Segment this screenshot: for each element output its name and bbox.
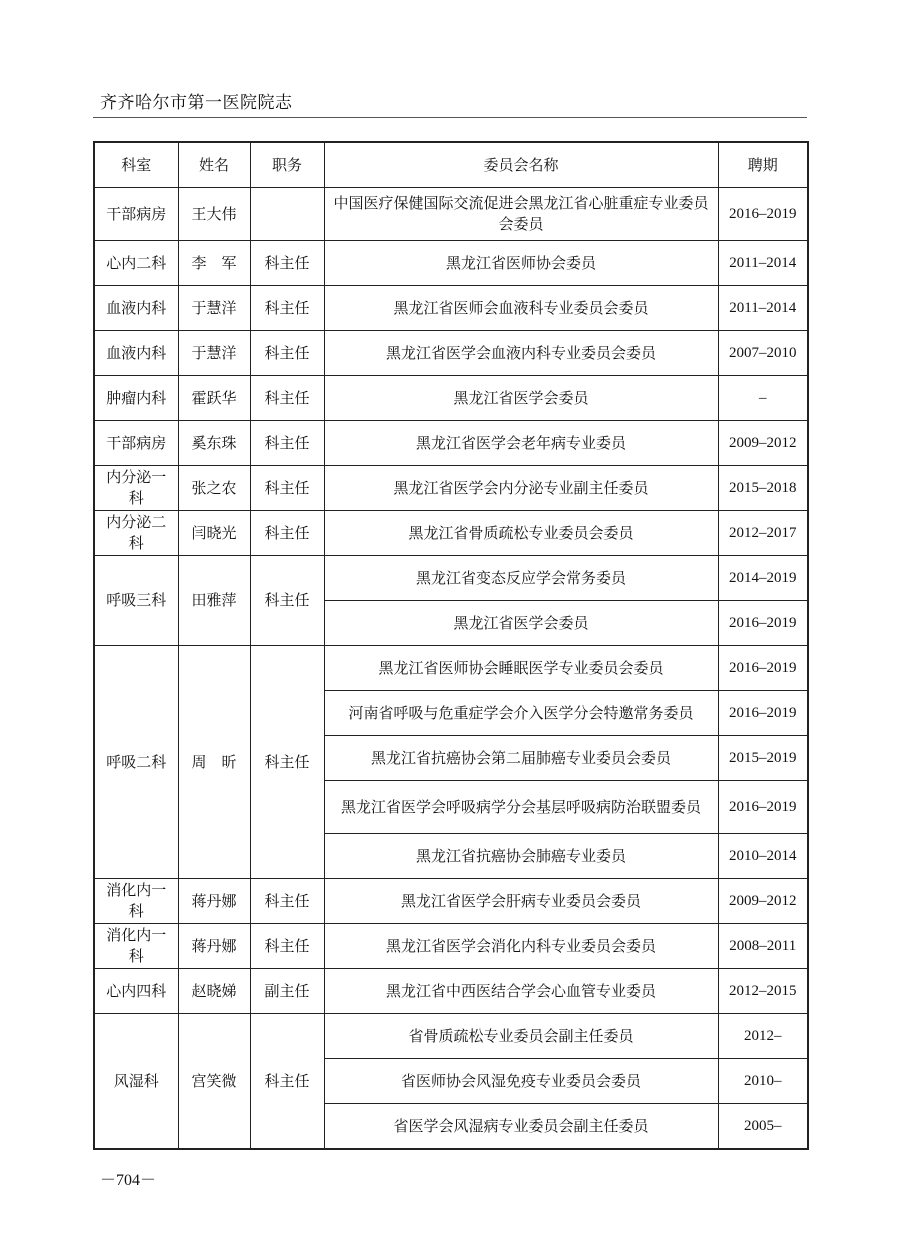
position-cell: 科主任 bbox=[250, 646, 324, 879]
department-cell: 干部病房 bbox=[94, 188, 178, 241]
name-cell: 田雅萍 bbox=[178, 556, 250, 646]
column-header: 聘期 bbox=[718, 142, 808, 188]
period-cell: – bbox=[718, 376, 808, 421]
committee-cell: 黑龙江省医学会内分泌专业副主任委员 bbox=[324, 466, 718, 511]
position-cell: 科主任 bbox=[250, 879, 324, 924]
table-row bbox=[94, 511, 808, 556]
position-cell: 科主任 bbox=[250, 421, 324, 466]
committee-cell: 黑龙江省医学会呼吸病学分会基层呼吸病防治联盟委员 bbox=[324, 781, 718, 834]
committee-table bbox=[93, 141, 809, 1150]
name-cell: 周 昕 bbox=[178, 646, 250, 879]
committee-cell: 黑龙江省医学会委员 bbox=[324, 601, 718, 646]
period-cell: 2012– bbox=[718, 1014, 808, 1059]
column-header: 职务 bbox=[250, 142, 324, 188]
name-cell: 王大伟 bbox=[178, 188, 250, 241]
committee-cell: 黑龙江省医学会肝病专业委员会委员 bbox=[324, 879, 718, 924]
name-cell: 蒋丹娜 bbox=[178, 924, 250, 969]
committee-cell: 河南省呼吸与危重症学会介入医学分会特邀常务委员 bbox=[324, 691, 718, 736]
position-cell: 科主任 bbox=[250, 924, 324, 969]
page-header-title: 齐齐哈尔市第一医院院志 bbox=[100, 93, 293, 113]
department-cell: 肿瘤内科 bbox=[94, 376, 178, 421]
position-cell: 副主任 bbox=[250, 969, 324, 1014]
period-cell: 2005– bbox=[718, 1104, 808, 1150]
column-header: 委员会名称 bbox=[324, 142, 718, 188]
period-cell: 2016–2019 bbox=[718, 691, 808, 736]
department-cell: 血液内科 bbox=[94, 331, 178, 376]
position-cell: 科主任 bbox=[250, 331, 324, 376]
table-body bbox=[94, 188, 808, 1150]
committee-cell: 黑龙江省医学会消化内科专业委员会委员 bbox=[324, 924, 718, 969]
period-cell: 2014–2019 bbox=[718, 556, 808, 601]
committee-cell: 黑龙江省医学会血液内科专业委员会委员 bbox=[324, 331, 718, 376]
committee-cell: 省骨质疏松专业委员会副主任委员 bbox=[324, 1014, 718, 1059]
period-cell: 2009–2012 bbox=[718, 879, 808, 924]
period-cell: 2012–2017 bbox=[718, 511, 808, 556]
position-cell: 科主任 bbox=[250, 1014, 324, 1150]
period-cell: 2016–2019 bbox=[718, 646, 808, 691]
table-row bbox=[94, 879, 808, 924]
committee-cell: 黑龙江省医师会血液科专业委员会委员 bbox=[324, 286, 718, 331]
committee-cell: 省医师协会风湿免疫专业委员会委员 bbox=[324, 1059, 718, 1104]
position-cell: 科主任 bbox=[250, 241, 324, 286]
period-cell: 2015–2019 bbox=[718, 736, 808, 781]
committee-cell: 黑龙江省医师协会睡眠医学专业委员会委员 bbox=[324, 646, 718, 691]
period-cell: 2011–2014 bbox=[718, 286, 808, 331]
name-cell: 张之农 bbox=[178, 466, 250, 511]
department-cell: 血液内科 bbox=[94, 286, 178, 331]
name-cell: 蒋丹娜 bbox=[178, 879, 250, 924]
table-row bbox=[94, 241, 808, 286]
committee-cell: 黑龙江省抗癌协会肺癌专业委员 bbox=[324, 834, 718, 879]
department-cell: 呼吸三科 bbox=[94, 556, 178, 646]
committee-cell: 黑龙江省中西医结合学会心血管专业委员 bbox=[324, 969, 718, 1014]
name-cell: 宫笑微 bbox=[178, 1014, 250, 1150]
position-cell: 科主任 bbox=[250, 286, 324, 331]
period-cell: 2012–2015 bbox=[718, 969, 808, 1014]
table-row bbox=[94, 331, 808, 376]
table-header-row bbox=[94, 142, 808, 188]
table-row bbox=[94, 1014, 808, 1059]
period-cell: 2016–2019 bbox=[718, 601, 808, 646]
column-header: 姓名 bbox=[178, 142, 250, 188]
department-cell: 心内四科 bbox=[94, 969, 178, 1014]
department-cell: 呼吸二科 bbox=[94, 646, 178, 879]
committee-cell: 黑龙江省变态反应学会常务委员 bbox=[324, 556, 718, 601]
department-cell: 内分泌一科 bbox=[94, 466, 178, 511]
committee-cell: 黑龙江省医学会委员 bbox=[324, 376, 718, 421]
name-cell: 于慧洋 bbox=[178, 331, 250, 376]
name-cell: 于慧洋 bbox=[178, 286, 250, 331]
name-cell: 闫晓光 bbox=[178, 511, 250, 556]
table-row bbox=[94, 556, 808, 601]
position-cell: 科主任 bbox=[250, 556, 324, 646]
period-cell: 2015–2018 bbox=[718, 466, 808, 511]
table-row bbox=[94, 286, 808, 331]
header-divider bbox=[93, 117, 807, 118]
table-row bbox=[94, 376, 808, 421]
position-cell bbox=[250, 188, 324, 241]
table-row bbox=[94, 924, 808, 969]
name-cell: 奚东珠 bbox=[178, 421, 250, 466]
period-cell: 2010–2014 bbox=[718, 834, 808, 879]
position-cell: 科主任 bbox=[250, 511, 324, 556]
table-row bbox=[94, 969, 808, 1014]
committee-cell: 黑龙江省骨质疏松专业委员会委员 bbox=[324, 511, 718, 556]
committee-cell: 黑龙江省抗癌协会第二届肺癌专业委员会委员 bbox=[324, 736, 718, 781]
table-row bbox=[94, 421, 808, 466]
column-header: 科室 bbox=[94, 142, 178, 188]
period-cell: 2016–2019 bbox=[718, 781, 808, 834]
period-cell: 2008–2011 bbox=[718, 924, 808, 969]
period-cell: 2011–2014 bbox=[718, 241, 808, 286]
position-cell: 科主任 bbox=[250, 376, 324, 421]
department-cell: 干部病房 bbox=[94, 421, 178, 466]
committee-cell: 中国医疗保健国际交流促进会黑龙江省心脏重症专业委员会委员 bbox=[324, 188, 718, 241]
department-cell: 消化内一科 bbox=[94, 879, 178, 924]
committee-cell: 黑龙江省医学会老年病专业委员 bbox=[324, 421, 718, 466]
name-cell: 李 军 bbox=[178, 241, 250, 286]
name-cell: 霍跃华 bbox=[178, 376, 250, 421]
committee-cell: 省医学会风湿病专业委员会副主任委员 bbox=[324, 1104, 718, 1150]
department-cell: 心内二科 bbox=[94, 241, 178, 286]
table-row bbox=[94, 188, 808, 241]
committee-cell: 黑龙江省医师协会委员 bbox=[324, 241, 718, 286]
period-cell: 2010– bbox=[718, 1059, 808, 1104]
position-cell: 科主任 bbox=[250, 466, 324, 511]
table-row bbox=[94, 646, 808, 691]
name-cell: 赵晓娣 bbox=[178, 969, 250, 1014]
department-cell: 消化内一科 bbox=[94, 924, 178, 969]
department-cell: 风湿科 bbox=[94, 1014, 178, 1150]
department-cell: 内分泌二科 bbox=[94, 511, 178, 556]
period-cell: 2009–2012 bbox=[718, 421, 808, 466]
page-number: －704－ bbox=[100, 1172, 157, 1189]
period-cell: 2016–2019 bbox=[718, 188, 808, 241]
table-row bbox=[94, 466, 808, 511]
period-cell: 2007–2010 bbox=[718, 331, 808, 376]
